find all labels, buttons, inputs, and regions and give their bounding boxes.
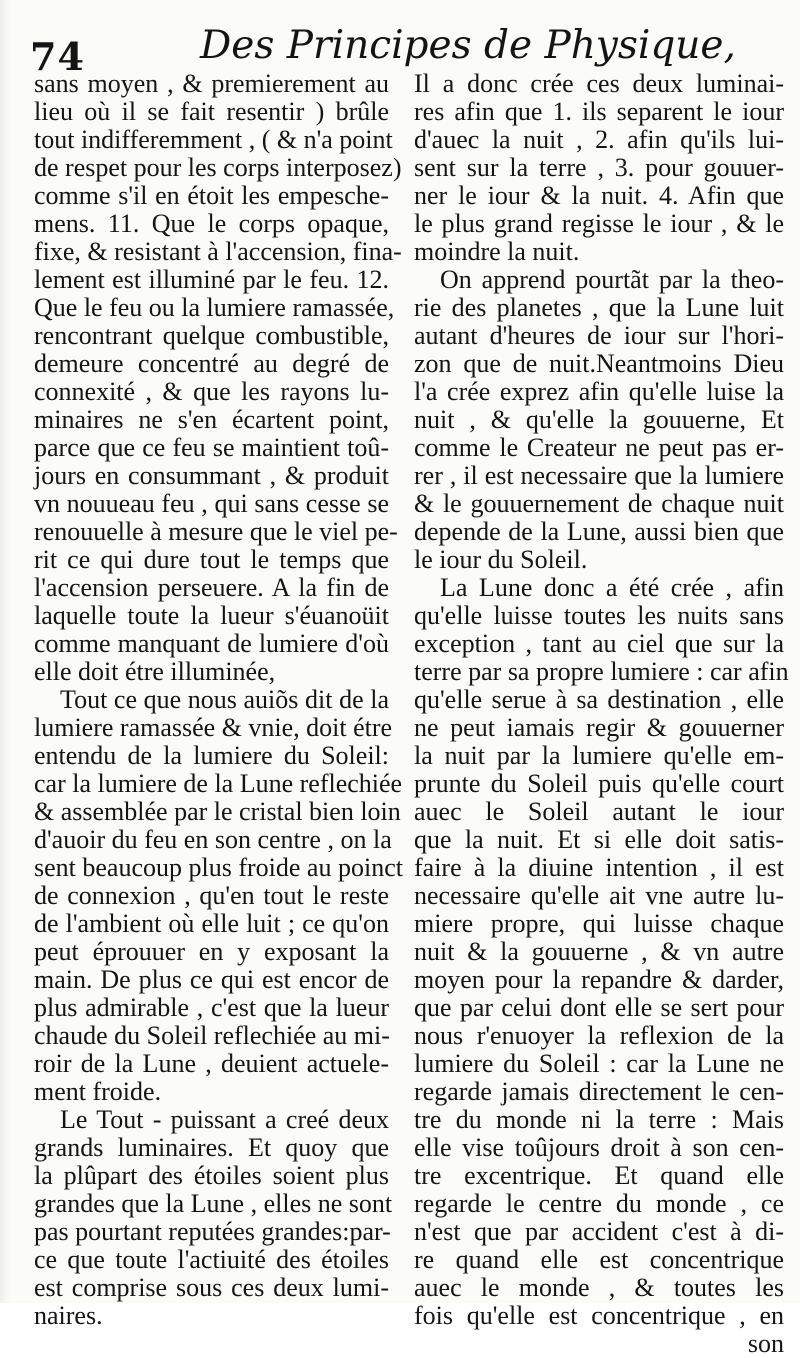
text-line: regarde jamais directement le cen- [414, 1077, 784, 1106]
text-line: lumiere du Soleil : car la Lune ne [414, 1049, 784, 1078]
text-line: miere propre, qui luisse chaque [414, 909, 784, 938]
text-line: prunte du Soleil puis qu'elle court [414, 769, 784, 798]
text-line: terre par sa propre lumiere : car afin [414, 657, 789, 686]
text-line: nuit , & qu'elle la gouuerne, Et [414, 405, 784, 434]
text-line: Tout ce que nous auiõs dit de la [60, 685, 389, 714]
text-line: nous r'enuoyer la reflexion de la [414, 1021, 784, 1050]
text-line: exception , tant au ciel que sur la [414, 629, 784, 658]
text-line: res afin que 1. ils separent le iour [414, 97, 784, 126]
text-line: de respet pour les corps interposez) [34, 153, 402, 182]
text-line: peut éprouuer en y exposant la [34, 937, 389, 966]
text-line: comme manquant de lumiere d'où [34, 629, 389, 658]
text-line: la nuit par la lumiere qu'elle em- [414, 741, 784, 770]
text-line: lement est illuminé par le feu. 12. [34, 265, 389, 294]
text-line: l'a crée exprez afin qu'elle luise la [414, 377, 784, 406]
text-line: jours en consummant , & produit [34, 461, 389, 490]
text-line: faire à la diuine intention , il est [414, 853, 784, 882]
text-line: grandes que la Lune , elles ne sont [34, 1189, 393, 1218]
text-line: lumiere ramassée & vnie, doit étre [34, 713, 393, 742]
text-line: grands luminaires. Et quoy que [34, 1133, 389, 1162]
text-line: tre excentrique. Et quand elle [414, 1161, 784, 1190]
text-line: fixe, & resistant à l'accension, fina- [34, 237, 402, 266]
text-line: & assemblée par le cristal bien loin [34, 797, 401, 826]
text-line: auec le monde , & toutes les [414, 1273, 784, 1302]
text-line: rit ce qui dure tout le temps que [34, 545, 389, 574]
text-line: comme s'il en étoit les empesche- [34, 181, 389, 210]
text-line: La Lune donc a été crée , afin [440, 573, 784, 602]
text-line: ne peut iamais regir & gouuerner [414, 713, 784, 742]
text-line: qu'elle serue à sa destination , elle [414, 685, 784, 714]
text-line: depende de la Lune, aussi bien que [414, 517, 784, 546]
text-line: auec le Soleil autant le iour [414, 797, 784, 826]
text-line: plus admirable , c'est que la lueur [34, 993, 389, 1022]
text-line: sans moyen , & premierement au [34, 69, 389, 98]
text-line: chaude du Soleil reflechiée au mi- [34, 1021, 390, 1050]
text-line: rie des planetes , que la Lune luit [414, 293, 784, 322]
text-line: minaires ne s'en écartent point, [34, 405, 389, 434]
text-line: le plus grand regisse le iour , & le [414, 209, 784, 238]
text-line: Le Tout - puissant a creé deux [60, 1105, 389, 1134]
text-line: n'est que par accident c'est à di- [414, 1217, 784, 1246]
text-line: & le gouuernement de chaque nuit [414, 489, 784, 518]
text-line: On apprend pourtãt par la theo- [440, 265, 784, 294]
text-line: rer , il est necessaire que la lumiere [414, 461, 784, 490]
text-line: de connexion , qu'en tout le reste [34, 881, 389, 910]
text-line: mens. 11. Que le corps opaque, [34, 209, 389, 238]
text-line: pas pourtant reputées grandes:par- [34, 1217, 391, 1246]
text-line: vn nouueau feu , qui sans cesse se [34, 489, 389, 518]
text-line: laquelle toute la lueur s'éuanoüit [34, 601, 389, 630]
text-line: car la lumiere de la Lune reflechiée [34, 769, 403, 798]
text-line: rencontrant quelque combustible, [34, 321, 389, 350]
text-line: comme le Createur ne peut pas er- [414, 433, 784, 462]
text-line: tre du monde ni la terre : Mais [414, 1105, 784, 1134]
text-line: sent beaucoup plus froide au poinct [34, 853, 403, 882]
text-line: son [747, 1329, 784, 1358]
text-line: renouuelle à mesure que le viel pe- [34, 517, 398, 546]
text-line: ce que toute l'actiuité des étoiles [34, 1245, 389, 1274]
text-line: autant d'heures de iour sur l'hori- [414, 321, 784, 350]
text-line: connexité , & que les rayons lu- [34, 377, 389, 406]
text-line: main. De plus ce qui est encor de [34, 965, 389, 994]
text-line: la plûpart des étoiles soient plus [34, 1161, 389, 1190]
right-text-column [414, 69, 789, 1358]
page-edge-shadow [0, 0, 10, 1303]
text-line: moindre la nuit. [414, 237, 580, 266]
text-line: naires. [34, 1301, 103, 1330]
text-line: roir de la Lune , deuient actuele- [34, 1049, 389, 1078]
text-line: entendu de la lumiere du Soleil: [34, 741, 389, 770]
text-line: Il a donc crée ces deux luminai- [414, 69, 784, 98]
text-line: nuit & la gouuerne , & vn autre [414, 937, 784, 966]
text-line: l'accension perseuere. A la fin de [34, 573, 389, 602]
text-line: regarde le centre du monde , ce [414, 1189, 784, 1218]
text-line: ment froide. [34, 1077, 162, 1106]
text-line: zon que de nuit.Neantmoins Dieu [414, 349, 784, 378]
text-line: d'auec la nuit , 2. afin qu'ils lui- [414, 125, 784, 154]
text-line: est comprise sous ces deux lumi- [34, 1273, 389, 1302]
text-line: elle vise toûjours droit à son cen- [414, 1133, 784, 1162]
text-line: de l'ambient où elle luit ; ce qu'on [34, 909, 389, 938]
text-line: parce que ce feu se maintient toû- [34, 433, 389, 462]
text-line: que par celui dont elle se sert pour [414, 993, 784, 1022]
text-line: que la nuit. Et si elle doit satis- [414, 825, 784, 854]
text-line: re quand elle est concentrique [414, 1245, 784, 1274]
text-line: necessaire qu'elle ait vne autre lu- [414, 881, 784, 910]
text-line: demeure concentré au degré de [34, 349, 389, 378]
page-number: 74 [30, 34, 85, 79]
text-line: ner le iour & la nuit. 4. Afin que [414, 181, 784, 210]
text-line: sent sur la terre , 3. pour gouuer- [414, 153, 784, 182]
text-line: moyen pour la repandre & darder, [414, 965, 784, 994]
text-line: qu'elle luisse toutes les nuits sans [414, 601, 784, 630]
text-line: d'auoir du feu en son centre , on la [34, 825, 392, 854]
text-line: elle doit étre illuminée, [34, 657, 276, 686]
text-line: tout indifferemment , ( & n'a point [34, 125, 393, 154]
running-title: Des Principes de Physique, [200, 23, 736, 68]
left-text-column [34, 69, 403, 1330]
text-line: fois qu'elle est concentrique , en [414, 1301, 784, 1330]
text-line: le iour du Soleil. [414, 545, 588, 574]
text-line: Que le feu ou la lumiere ramassée, [34, 293, 395, 322]
text-line: lieu où il se fait resentir ) brûle [34, 97, 389, 126]
